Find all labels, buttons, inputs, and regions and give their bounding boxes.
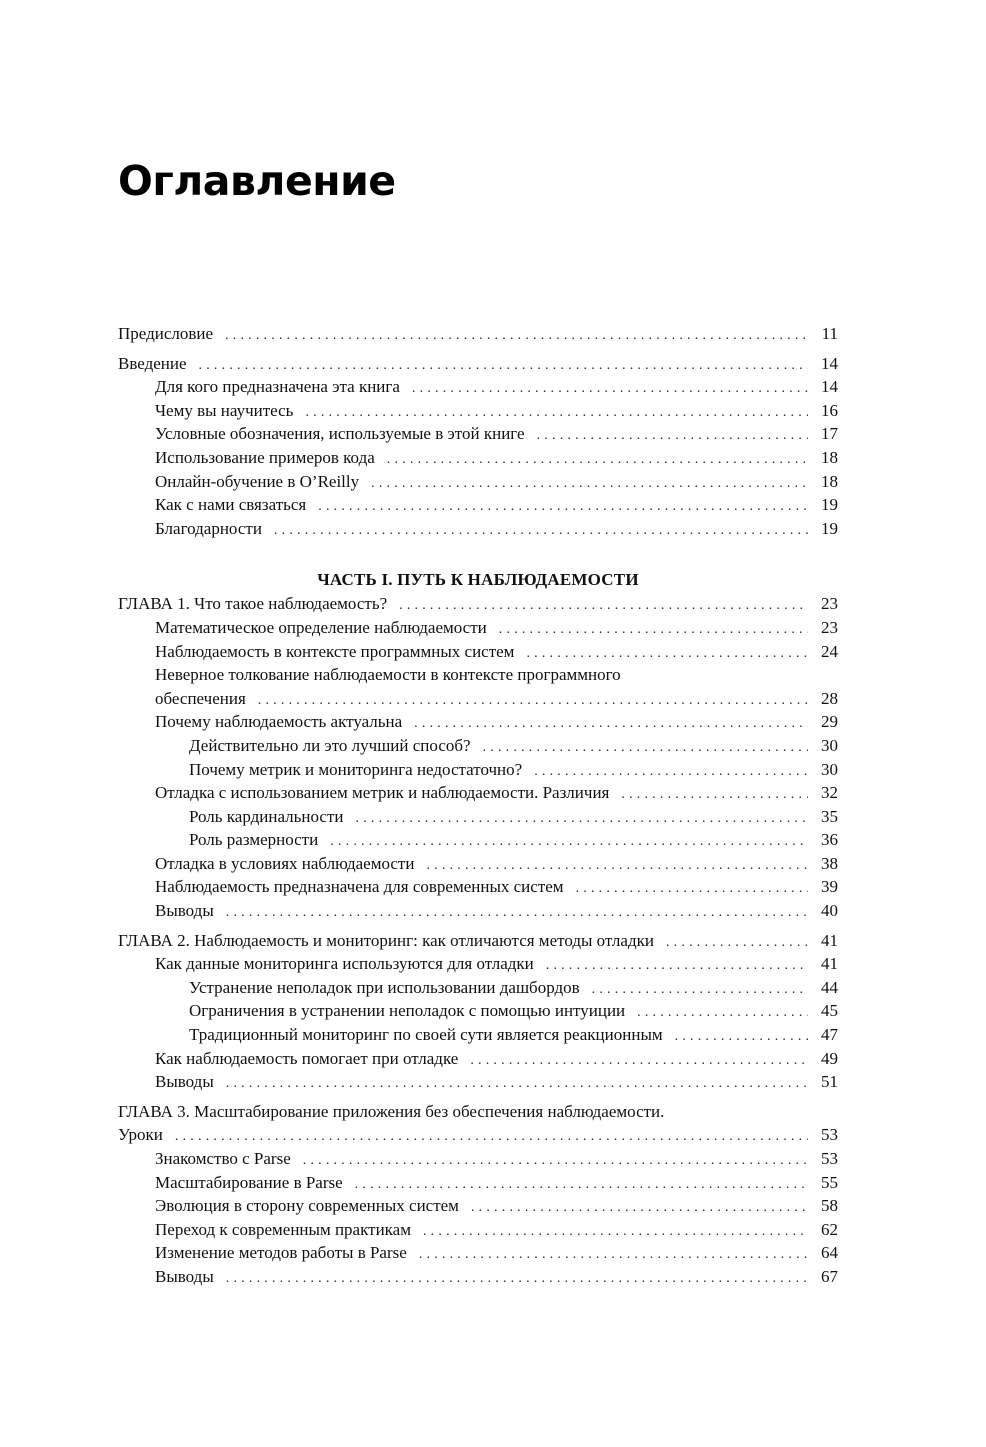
- toc-entry[interactable]: [118, 952, 838, 976]
- toc-entry-title: Использование примеров кода: [155, 447, 375, 467]
- toc-entry-page: 62: [821, 1219, 838, 1239]
- toc-entry-title: Как наблюдаемость помогает при отладке: [155, 1048, 459, 1068]
- dot-leader: [621, 783, 808, 807]
- dot-leader: [226, 1072, 808, 1096]
- toc-entry-page: 39: [821, 877, 838, 897]
- toc-entry-title: Чему вы научитесь: [155, 400, 294, 420]
- toc-entry-page: 28: [821, 688, 838, 708]
- toc-entry[interactable]: [118, 875, 838, 899]
- toc-entry[interactable]: [118, 976, 838, 1000]
- toc-entry[interactable]: [118, 852, 838, 876]
- dot-leader: [305, 401, 808, 425]
- toc-entry-page: 17: [821, 424, 838, 444]
- toc-entry-title: Роль размерности: [189, 830, 319, 850]
- toc-entry-page: 14: [821, 353, 838, 373]
- toc-entry-page: 45: [821, 1001, 838, 1021]
- toc-entry-page: 19: [821, 518, 838, 538]
- toc-entry-introduction[interactable]: [118, 352, 838, 376]
- toc-entry-chapter-3-line1[interactable]: [118, 1100, 838, 1124]
- toc-entry[interactable]: [118, 640, 838, 664]
- dot-leader: [637, 1001, 808, 1025]
- toc-entry-page: 35: [821, 806, 838, 826]
- toc-entry-page: 18: [821, 447, 838, 467]
- toc-entry[interactable]: [118, 517, 838, 541]
- dot-leader: [537, 424, 808, 448]
- toc-entry[interactable]: [118, 422, 838, 446]
- dot-leader: [371, 472, 808, 496]
- toc-entry-chapter-1[interactable]: [118, 592, 838, 616]
- toc-entry-title: ГЛАВА 3. Масштабирование приложения без обеспечения наблюдаемости.: [118, 1101, 665, 1121]
- toc-entry-page: 24: [821, 641, 838, 661]
- dot-leader: [226, 901, 808, 925]
- toc-entry[interactable]: [118, 1147, 838, 1171]
- toc-entry-title: Масштабирование в Parse: [155, 1172, 343, 1192]
- dot-leader: [225, 324, 808, 348]
- toc-entry-title: Роль кардинальности: [189, 806, 344, 826]
- toc-entry-title: Переход к современным практикам: [155, 1219, 411, 1239]
- toc-entry-page: 18: [821, 471, 838, 491]
- toc-entry-page: 41: [821, 930, 838, 950]
- toc-entry[interactable]: [118, 1218, 838, 1242]
- dot-leader: [546, 954, 808, 978]
- toc-entry[interactable]: [118, 1265, 838, 1289]
- toc-entry-title: обеспечения: [155, 688, 246, 708]
- toc-entry-title: Как с нами связаться: [155, 495, 307, 515]
- toc-entry-title: Действительно ли это лучший способ?: [189, 735, 471, 755]
- dot-leader: [387, 448, 808, 472]
- toc-entry-title: Неверное толкование наблюдаемости в контексте программного: [155, 665, 621, 685]
- toc-entry-title: Выводы: [155, 1266, 214, 1286]
- toc-entry-page: 11: [821, 324, 838, 343]
- table-of-contents: [118, 322, 838, 1289]
- toc-entry-page: 32: [821, 783, 838, 803]
- dot-leader: [499, 618, 808, 642]
- toc-entry-page: 53: [821, 1149, 838, 1168]
- dot-leader: [576, 877, 808, 901]
- toc-entry[interactable]: [118, 999, 838, 1023]
- toc-entry-page: 23: [821, 594, 838, 614]
- toc-entry-page: 30: [821, 759, 838, 779]
- toc-entry[interactable]: [118, 734, 838, 758]
- toc-entry-title: Выводы: [155, 1072, 214, 1092]
- dot-leader: [412, 377, 808, 401]
- toc-entry-chapter-2[interactable]: [118, 929, 838, 953]
- toc-entry-page: 23: [821, 617, 838, 637]
- dot-leader: [175, 1125, 808, 1149]
- toc-entry-title: Эволюция в сторону современных систем: [155, 1196, 459, 1216]
- page-title: Оглавление: [118, 157, 396, 205]
- dot-leader: [330, 830, 808, 854]
- dot-leader: [426, 854, 808, 878]
- toc-entry-title: Введение: [118, 353, 187, 373]
- toc-entry-title: Как данные мониторинга используются для отладки: [155, 954, 534, 974]
- dot-leader: [675, 1025, 808, 1049]
- toc-entry-title: Отладка в условиях наблюдаемости: [155, 853, 415, 873]
- toc-entry-page: 14: [821, 377, 838, 397]
- toc-entry-page: 47: [821, 1025, 838, 1045]
- dot-leader: [419, 1243, 808, 1267]
- toc-entry-title: Отладка с использованием метрик и наблюдаемости. Различия: [155, 783, 610, 803]
- toc-entry-page: 51: [821, 1072, 838, 1092]
- toc-entry-title: Благодарности: [155, 518, 262, 538]
- toc-entry-page: 40: [821, 901, 838, 921]
- dot-leader: [414, 712, 808, 736]
- dot-leader: [226, 1267, 808, 1291]
- toc-entry-page: 36: [821, 830, 838, 850]
- toc-entry[interactable]: [118, 616, 838, 640]
- toc-entry-page: 53: [821, 1125, 838, 1145]
- toc-entry-title: Выводы: [155, 901, 214, 921]
- dot-leader: [399, 594, 808, 618]
- toc-entry[interactable]: [118, 687, 838, 711]
- dot-leader: [526, 642, 808, 666]
- dot-leader: [318, 495, 808, 519]
- toc-entry[interactable]: [118, 758, 838, 782]
- dot-leader: [303, 1149, 808, 1173]
- toc-entry-title: Ограничения в устранении неполадок с помощью интуиции: [189, 1001, 626, 1021]
- toc-entry-title: ГЛАВА 1. Что такое наблюдаемость?: [118, 594, 388, 614]
- toc-entry[interactable]: [118, 375, 838, 399]
- toc-entry[interactable]: [118, 446, 838, 470]
- toc-entry-preface[interactable]: [118, 322, 838, 346]
- toc-entry[interactable]: [118, 1194, 838, 1218]
- toc-entry[interactable]: [118, 781, 838, 805]
- dot-leader: [356, 807, 809, 831]
- toc-entry-page: 58: [821, 1196, 838, 1216]
- toc-entry[interactable]: [118, 1241, 838, 1265]
- toc-entry[interactable]: [118, 899, 838, 923]
- toc-entry-title: ГЛАВА 2. Наблюдаемость и мониторинг: как отличаются методы отладки: [118, 930, 654, 950]
- toc-entry-page: 64: [821, 1243, 838, 1263]
- toc-entry-chapter-3[interactable]: [118, 1123, 838, 1147]
- dot-leader: [274, 519, 808, 543]
- dot-leader: [666, 931, 808, 955]
- toc-entry[interactable]: [118, 710, 838, 734]
- toc-entry-page: 16: [821, 400, 838, 420]
- toc-entry[interactable]: [118, 1023, 838, 1047]
- toc-entry-title: Для кого предназначена эта книга: [155, 377, 400, 397]
- dot-leader: [258, 689, 808, 713]
- dot-leader: [534, 760, 808, 784]
- toc-entry[interactable]: [118, 805, 838, 829]
- dot-leader: [470, 1049, 808, 1073]
- toc-entry[interactable]: [118, 828, 838, 852]
- toc-entry-title: Математическое определение наблюдаемости: [155, 617, 487, 637]
- part-heading: ЧАСТЬ I. ПУТЬ К НАБЛЮДАЕМОСТИ: [317, 570, 639, 590]
- toc-entry-page: 19: [821, 495, 838, 515]
- toc-entry-title: Условные обозначения, используемые в этой книге: [155, 424, 525, 444]
- dot-leader: [471, 1196, 808, 1220]
- toc-entry-page: 29: [821, 712, 838, 732]
- dot-leader: [592, 978, 808, 1002]
- toc-entry-title: Наблюдаемость в контексте программных систем: [155, 641, 515, 661]
- toc-entry-page: 67: [821, 1266, 838, 1286]
- toc-entry-title: Устранение неполадок при использовании дашбордов: [189, 977, 580, 997]
- toc-entry-title: Почему метрик и мониторинга недостаточно?: [189, 759, 523, 779]
- toc-entry-wrapped-line[interactable]: [118, 663, 838, 687]
- toc-entry-title: Традиционный мониторинг по своей сути является реакционным: [189, 1025, 663, 1045]
- toc-entry[interactable]: [118, 1047, 838, 1071]
- toc-entry[interactable]: [118, 1171, 838, 1195]
- toc-entry-title: Уроки: [118, 1125, 163, 1145]
- toc-entry-page: 41: [821, 954, 838, 974]
- toc-entry[interactable]: [118, 399, 838, 423]
- toc-entry-page: 30: [821, 735, 838, 755]
- toc-entry[interactable]: [118, 470, 838, 494]
- toc-entry-title: Почему наблюдаемость актуальна: [155, 712, 403, 732]
- toc-entry-title: Изменение методов работы в Parse: [155, 1243, 407, 1263]
- dot-leader: [423, 1220, 808, 1244]
- toc-entry-title: Предисловие: [118, 324, 214, 343]
- dot-leader: [355, 1173, 808, 1197]
- toc-entry-page: 49: [821, 1048, 838, 1068]
- toc-entry-page: 55: [821, 1172, 838, 1192]
- toc-entry[interactable]: [118, 1070, 838, 1094]
- toc-entry[interactable]: [118, 493, 838, 517]
- dot-leader: [199, 354, 808, 378]
- toc-entry-page: 38: [821, 853, 838, 873]
- toc-entry-title: Наблюдаемость предназначена для современных систем: [155, 877, 564, 897]
- toc-entry-page: 44: [821, 977, 838, 997]
- dot-leader: [483, 736, 808, 760]
- toc-entry-title: Онлайн-обучение в O’Reilly: [155, 471, 360, 491]
- toc-entry-title: Знакомство с Parse: [155, 1149, 291, 1168]
